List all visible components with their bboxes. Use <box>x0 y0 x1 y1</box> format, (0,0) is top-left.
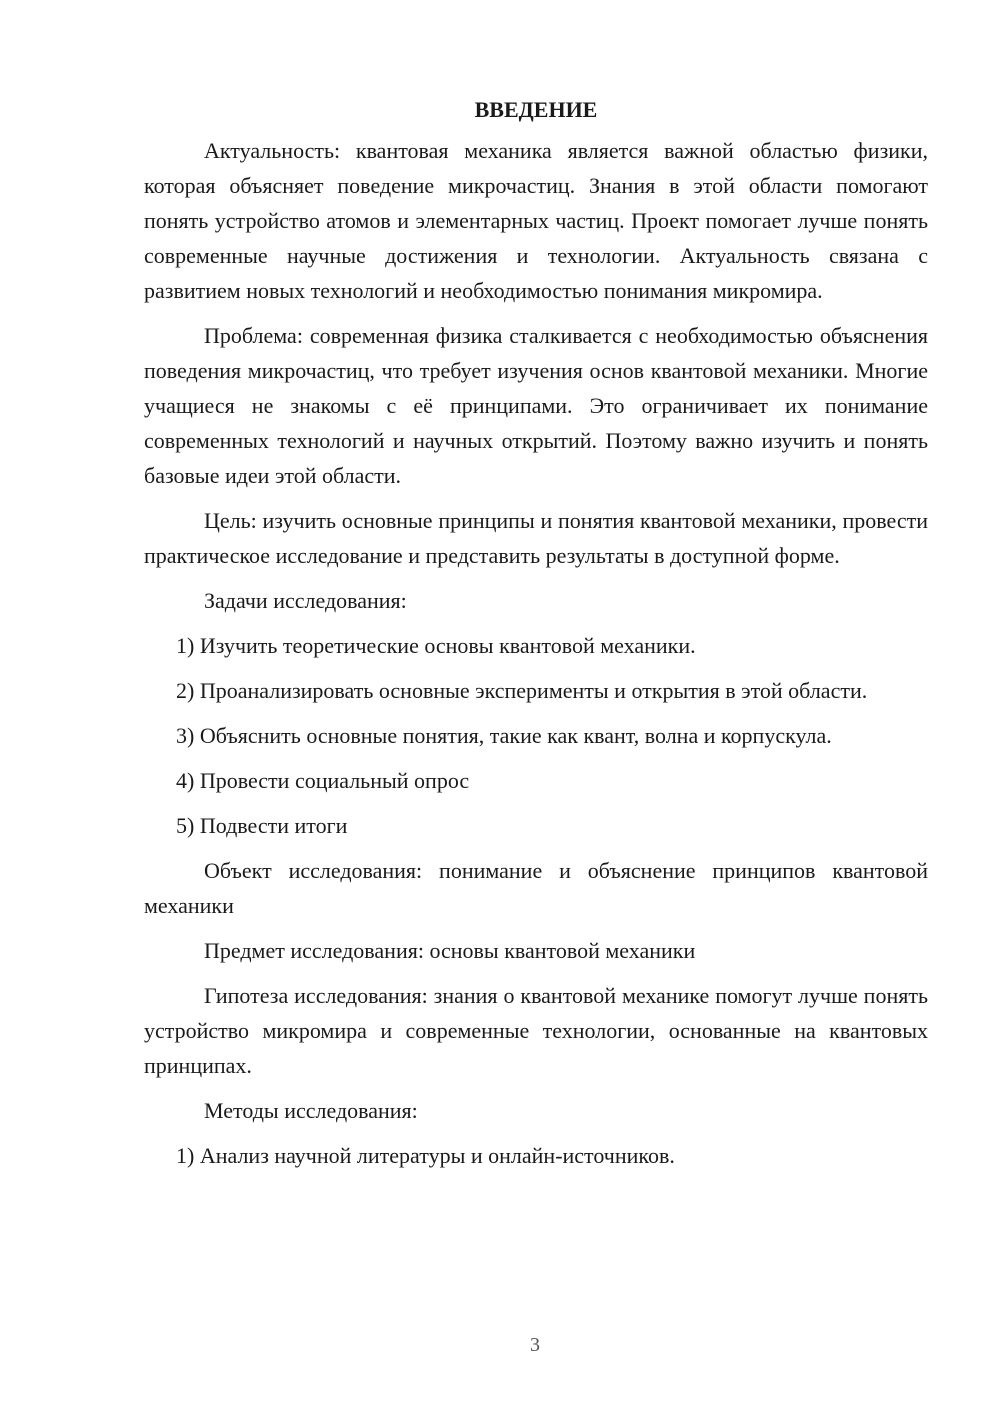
methods-heading: Методы исследования: <box>204 1098 418 1123</box>
hypothesis-paragraph: Гипотеза исследования: знания о квантовой механике помогут лучше понять устройство микромира и современные технологии, основанные на квантовых принципах. <box>144 983 928 1078</box>
task-item: 1) Изучить теоретические основы квантовой механики. <box>176 633 696 658</box>
task-item: 2) Проанализировать основные эксперименты и открытия в этой области. <box>176 678 868 703</box>
page-number: 3 <box>530 1334 540 1356</box>
section-title: ВВЕДЕНИЕ <box>474 97 598 122</box>
goal-paragraph: Цель: изучить основные принципы и понятия квантовой механики, провести практическое исследование и представить результаты в доступной форме. <box>144 508 928 568</box>
subject-paragraph: Предмет исследования: основы квантовой механики <box>204 938 696 963</box>
task-item: 4) Провести социальный опрос <box>176 768 470 793</box>
problem-paragraph: Проблема: современная физика сталкивается с необходимостью объяснения поведения микрочастиц, что требует изучения основ квантовой механики. Многие учащиеся не знакомы с её принципами. Это ограничивает их понимание современных технологий и научных открытий. Поэтому важно изучить и понять базовые идеи этой области. <box>144 323 928 488</box>
task-item: 3) Объяснить основные понятия, такие как квант, волна и корпускула. <box>176 723 832 748</box>
method-item: 1) Анализ научной литературы и онлайн-источников. <box>176 1143 675 1168</box>
page-content <box>144 92 928 1183</box>
object-paragraph: Объект исследования: понимание и объяснение принципов квантовой механики <box>144 858 928 918</box>
tasks-heading: Задачи исследования: <box>204 588 407 613</box>
task-item: 5) Подвести итоги <box>176 813 348 838</box>
relevance-paragraph: Актуальность: квантовая механика является важной областью физики, которая объясняет поведение микрочастиц. Знания в этой области помогают понять устройство атомов и элементарных частиц. Проект помогает лучше понять современные научные достижения и технологии. Актуальность связана с развитием новых технологий и необходимостью понимания микромира. <box>144 138 928 303</box>
